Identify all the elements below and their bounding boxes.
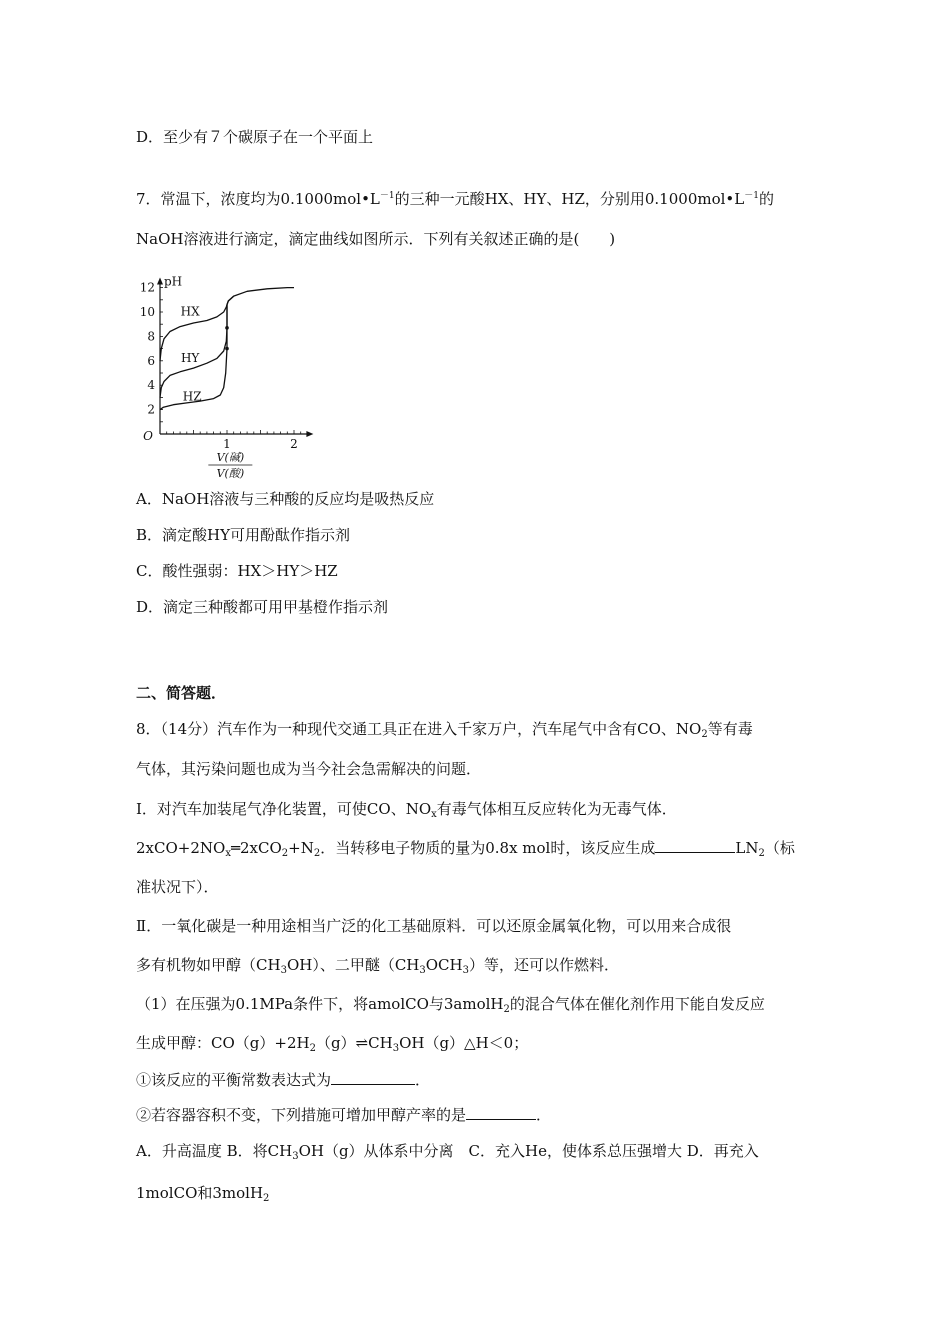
q8-line13: 1molCO和3molH$_2$: [136, 1184, 270, 1204]
q7-option-d: D．滴定三种酸都可用甲基橙作指示剂: [136, 598, 389, 616]
equivalence-point-marker: [225, 326, 229, 330]
y-tick-label: 4: [147, 378, 155, 393]
titration-chart: [136, 262, 336, 480]
q7-option-b: B．滴定酸HY可用酚酞作指示剂: [136, 526, 351, 544]
y-tick-label: 2: [147, 402, 155, 417]
y-tick-label: 10: [139, 305, 155, 319]
series-label-hy: HY: [180, 351, 200, 366]
answer-blank-1[interactable]: [655, 838, 735, 853]
q8-line7: 多有机物如甲醇$(CH_3OH)$、二甲醚$(CH_3OCH_3)$等，还可以作燃料．: [136, 956, 619, 976]
y-axis-label: pH: [164, 274, 183, 289]
q7-option-a: A．NaOH溶液与三种酸的反应均是吸热反应: [136, 490, 435, 508]
q8-line11: ②若容器容积不变，下列措施可增加甲醇产率的是 ．: [136, 1106, 552, 1124]
q6-option-d: D．至少有７个碳原子在一个平面上: [136, 128, 374, 146]
series-label-hz: HZ: [182, 389, 202, 404]
q8-line12: A．升高温度 B．将$CH_3OH(g)$从体系中分离 C．充入He，使体系总压强增大 D．再充入: [136, 1142, 759, 1162]
q7-option-c: C．酸性强弱：HX＞HY＞HZ: [136, 562, 338, 580]
x-axis-arrow: [306, 431, 313, 437]
q8-line1: 8．（14分）汽车作为一种现代交通工具正在进入千家万户，汽车尾气中含有CO、$NO_2$等有毒: [136, 720, 753, 740]
q8-line5: 准状况下）．: [136, 878, 219, 896]
answer-blank-2[interactable]: [331, 1070, 415, 1085]
q7-stem-line1: 7．常温下，浓度均为$0.1000mol•L^{-1}$的三种一元酸HX、HY、HZ，分别用$0.1000mol•L^{-1}$的: [136, 190, 774, 208]
y-tick-label: 8: [147, 329, 155, 344]
chart-labels: [140, 275, 298, 481]
q8-line8: （1）在压强为0.1MPa条件下，将amolCO与3amolH$_2$的混合气体在催化剂作用下能自发反应: [136, 995, 765, 1015]
q8-line10: ①该反应的平衡常数表达式为 ．: [136, 1071, 431, 1089]
x-tick-label: 1: [223, 437, 231, 451]
x-tick-label: 2: [290, 437, 298, 451]
q8-line9: 生成甲醇：$CO(g)+2H_2(g)\rightleftharpoons CH_3OH(g)\triangle H<0$；: [136, 1034, 529, 1054]
q8-line4: $2xCO+2NO_x═2xCO_2+N_2$．当转移电子物质的量为0.8x mol时，该反应生成 $LN_2$（标: [136, 839, 795, 859]
y-axis-arrow: [157, 278, 163, 285]
x-axis-label-denominator: V(酸): [216, 467, 245, 480]
q8-line3: Ⅰ．对汽车加装尾气净化装置，可使CO、$NO_x$有毒气体相互反应转化为无毒气体．: [136, 800, 677, 820]
y-tick-label: 12: [139, 280, 155, 295]
y-tick-label: 6: [147, 353, 155, 368]
section2-heading: 二、简答题．: [136, 684, 227, 702]
x-axis-label-numerator: V(碱): [216, 451, 245, 464]
series-label-hx: HX: [180, 304, 200, 319]
answer-blank-3[interactable]: [466, 1105, 536, 1120]
q7-stem-line2: NaOH溶液进行滴定，滴定曲线如图所示．下列有关叙述正确的是( ): [136, 230, 616, 248]
origin-label: O: [143, 429, 153, 443]
q8-line2: 气体，其污染问题也成为当今社会急需解决的问题．: [136, 760, 482, 778]
equivalence-point-marker: [225, 347, 229, 351]
q8-line6: Ⅱ．一氧化碳是一种用途相当广泛的化工基础原料．可以还原金属氧化物，可以用来合成很: [136, 917, 732, 935]
